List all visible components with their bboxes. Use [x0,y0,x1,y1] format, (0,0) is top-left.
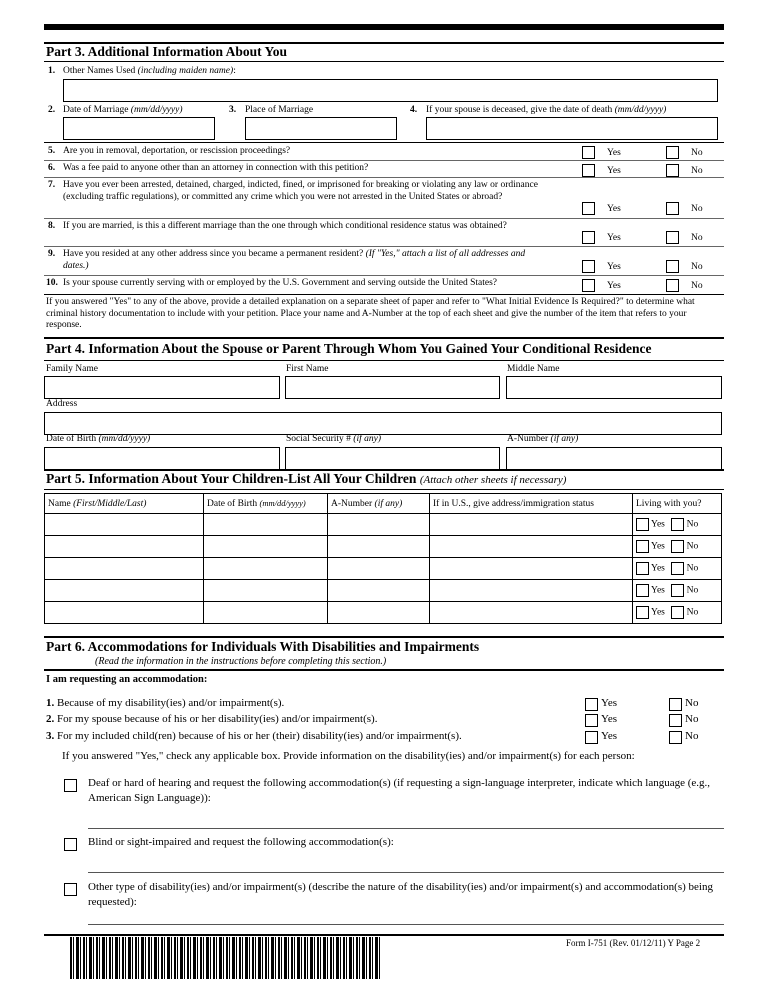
yes-label: Yes [601,730,618,742]
yes-label: Yes [607,204,621,214]
no-label: No [685,697,699,709]
barcode [70,937,382,979]
col-name-header: Name (First/Middle/Last) [45,494,204,514]
rule [44,337,724,339]
living-yes-checkbox[interactable] [636,584,649,597]
living-no-checkbox[interactable] [671,518,684,531]
table-row [45,558,722,580]
rule [44,177,724,178]
other-checkbox[interactable] [64,883,77,896]
no-label: No [686,607,699,618]
child-name-cell[interactable] [45,580,204,602]
yes-label: Yes [601,713,618,725]
no-label: No [691,166,703,176]
date-of-marriage-input[interactable] [63,117,215,140]
q6-label: Was a fee paid to anyone other than an attorney in connection with this petition? [63,163,369,173]
no-label: No [686,519,699,530]
living-yes-checkbox[interactable] [636,518,649,531]
address-input[interactable] [44,412,722,435]
blind-option-label: Blind or sight-impaired and request the following accommodation(s): [88,836,394,848]
requesting-label: I am requesting an accommodation: [46,674,208,685]
place-of-marriage-input[interactable] [245,117,397,140]
yes-label: Yes [651,541,665,552]
living-cell [633,514,722,536]
child-name-cell[interactable] [45,536,204,558]
col-anum-header: A-Number (if any) [328,494,430,514]
q8-label: If you are married, is this a different marriage than the one through which conditional residence status was obtained? [63,221,507,231]
child-anum-cell[interactable] [328,558,430,580]
rule [44,489,724,490]
accommodation-item-2: 2. For my spouse because of his or her disability(ies) and/or impairment(s). [46,713,378,725]
yes-label: Yes [607,262,621,272]
first-name-label: First Name [286,364,329,374]
no-label: No [686,541,699,552]
q9-label: Have you resided at any other address since you became a permanent resident? (If "Yes," attach a list of all addresses and dates.) [63,249,526,271]
q3-label: Place of Marriage [245,105,314,115]
no-label: No [686,585,699,596]
other-names-input[interactable] [63,79,718,102]
rule [44,160,724,161]
yes-label: Yes [651,563,665,574]
no-label: No [686,563,699,574]
deaf-checkbox[interactable] [64,779,77,792]
first-name-input[interactable] [285,376,500,399]
q9-yes-checkbox[interactable] [582,260,595,273]
q7-label: Have you ever been arrested, detained, charged, indicted, fined, or imprisoned for breaking or violating any law or ordinance (excluding traffic regulations), or committed any crime which you were not arrested in the United States or abroad? [63,180,538,202]
q4-number: 4. [410,105,418,115]
no-label: No [691,148,703,158]
part6-title: Part 6. Accommodations for Individuals With Disabilities and Impairments [46,639,480,654]
yes-label: Yes [651,607,665,618]
spouse-a-number-input[interactable] [506,447,722,470]
q4-label: If your spouse is deceased, give the date of death (mm/dd/yyyy) [426,105,667,115]
child-address-cell[interactable] [430,558,633,580]
part3-title: Part 3. Additional Information About You [46,44,288,59]
child-dob-cell[interactable] [204,536,328,558]
q8-no-checkbox[interactable] [666,231,679,244]
child-address-cell[interactable] [430,580,633,602]
q5-no-checkbox[interactable] [666,146,679,159]
item3-yes-checkbox[interactable] [585,731,598,744]
rule [44,142,724,143]
item2-no-checkbox[interactable] [669,714,682,727]
rule [44,246,724,247]
child-anum-cell[interactable] [328,514,430,536]
q5-number: 5. [48,146,56,156]
item1-no-checkbox[interactable] [669,698,682,711]
blind-checkbox[interactable] [64,838,77,851]
living-cell [633,580,722,602]
living-cell [633,602,722,624]
item3-no-checkbox[interactable] [669,731,682,744]
q7-yes-checkbox[interactable] [582,202,595,215]
q1-number: 1. [48,66,56,76]
yes-label: Yes [607,233,621,243]
q7-no-checkbox[interactable] [666,202,679,215]
part6-subtitle: (Read the information in the instructions before completing this section.) [95,656,387,667]
yes-label: Yes [607,281,621,291]
col-address-header: If in U.S., give address/immigration status [430,494,633,514]
date-of-death-input[interactable] [426,117,718,140]
yes-label: Yes [651,519,665,530]
living-cell [633,536,722,558]
child-name-cell[interactable] [45,514,204,536]
deaf-answer-line[interactable] [88,828,724,829]
q10-yes-checkbox[interactable] [582,279,595,292]
q10-label: Is your spouse currently serving with or employed by the U.S. Government and serving outside the United States? [63,278,498,288]
other-option-label: Other type of disability(ies) and/or impairment(s) (describe the nature of the disability(ies) and/or impairment(s) and accommodation(s) being requested): [88,881,713,908]
child-dob-cell[interactable] [204,580,328,602]
address-label: Address [46,399,78,409]
children-table [44,493,722,624]
living-no-checkbox[interactable] [671,584,684,597]
living-no-checkbox[interactable] [671,606,684,619]
child-name-cell[interactable] [45,602,204,624]
q9-no-checkbox[interactable] [666,260,679,273]
accommodation-item-3: 3. For my included child(ren) because of his or her (their) disability(ies) and/or impairment(s). [46,730,462,742]
part4-title: Part 4. Information About the Spouse or Parent Through Whom You Gained Your Conditional Residence [46,341,652,356]
ssn-label: Social Security # (if any) [286,434,381,444]
yes-label: Yes [651,585,665,596]
part3-note: If you answered "Yes" to any of the above, provide a detailed explanation on a separate sheet of paper and refer to "What Initial Evidence Is Required?" to determine what criminal history documentation to include with your petition. Place your name and A-Number at the top of each sheet and give the number of the item that refers to your response. [46,297,695,330]
child-anum-cell[interactable] [328,580,430,602]
no-label: No [691,204,703,214]
child-name-cell[interactable] [45,558,204,580]
spouse-dob-input[interactable] [44,447,280,470]
col-living-header: Living with you? [633,494,722,514]
rule [44,934,724,936]
rule [44,294,724,295]
table-row [45,536,722,558]
q10-no-checkbox[interactable] [666,279,679,292]
other-answer-line[interactable] [88,924,724,925]
living-yes-checkbox[interactable] [636,562,649,575]
q5-label: Are you in removal, deportation, or rescission proceedings? [63,146,291,156]
rule [44,636,724,638]
living-yes-checkbox[interactable] [636,540,649,553]
child-dob-cell[interactable] [204,602,328,624]
living-cell [633,558,722,580]
dob-label: Date of Birth (mm/dd/yyyy) [46,434,151,444]
no-label: No [691,262,703,272]
q8-number: 8. [48,221,56,231]
child-address-cell[interactable] [430,602,633,624]
no-label: No [685,730,699,742]
deaf-option-label: Deaf or hard of hearing and request the following accommodation(s) (if requesting a sign-language interpreter, indicate which language (e.g., American Sign Language)): [88,777,711,804]
spouse-ssn-input[interactable] [285,447,500,470]
item1-yes-checkbox[interactable] [585,698,598,711]
yes-label: Yes [607,148,621,158]
q9-number: 9. [48,249,56,259]
family-name-label: Family Name [46,364,98,374]
living-yes-checkbox[interactable] [636,606,649,619]
child-dob-cell[interactable] [204,514,328,536]
q2-label: Date of Marriage (mm/dd/yyyy) [63,105,183,115]
no-label: No [691,233,703,243]
middle-name-input[interactable] [506,376,722,399]
living-no-checkbox[interactable] [671,540,684,553]
child-anum-cell[interactable] [328,602,430,624]
form-footer: Form I-751 (Rev. 01/12/11) Y Page 2 [566,938,701,948]
middle-name-label: Middle Name [507,364,560,374]
blind-answer-line[interactable] [88,872,724,873]
col-dob-header: Date of Birth (mm/dd/yyyy) [204,494,328,514]
part5-title: Part 5. Information About Your Children-List All Your Children (Attach other sheets if necessary) [46,471,567,486]
q8-yes-checkbox[interactable] [582,231,595,244]
no-label: No [685,713,699,725]
q3-number: 3. [229,105,237,115]
q7-number: 7. [48,180,56,190]
child-address-cell[interactable] [430,536,633,558]
top-bar [44,24,724,30]
q6-number: 6. [48,163,56,173]
rule [44,61,724,62]
q2-number: 2. [48,105,56,115]
item2-yes-checkbox[interactable] [585,714,598,727]
q10-number: 10. [46,278,58,288]
rule [44,669,724,671]
accommodation-item-1: 1. Because of my disability(ies) and/or impairment(s). [46,697,285,709]
q6-yes-checkbox[interactable] [582,164,595,177]
table-row [45,514,722,536]
yes-label: Yes [601,697,618,709]
family-name-input[interactable] [44,376,280,399]
q1-label: Other Names Used (including maiden name): [63,66,236,76]
rule [44,275,724,276]
child-address-cell[interactable] [430,514,633,536]
yes-label: Yes [607,166,621,176]
part6-instructions: If you answered "Yes," check any applicable box. Provide information on the disability(ies) and/or impairment(s) for each person: [62,750,635,762]
rule [44,218,724,219]
no-label: No [691,281,703,291]
q5-yes-checkbox[interactable] [582,146,595,159]
rule [44,360,724,361]
table-row [45,602,722,624]
a-number-label: A-Number (if any) [507,434,579,444]
child-dob-cell[interactable] [204,558,328,580]
living-no-checkbox[interactable] [671,562,684,575]
child-anum-cell[interactable] [328,536,430,558]
q6-no-checkbox[interactable] [666,164,679,177]
table-row [45,580,722,602]
